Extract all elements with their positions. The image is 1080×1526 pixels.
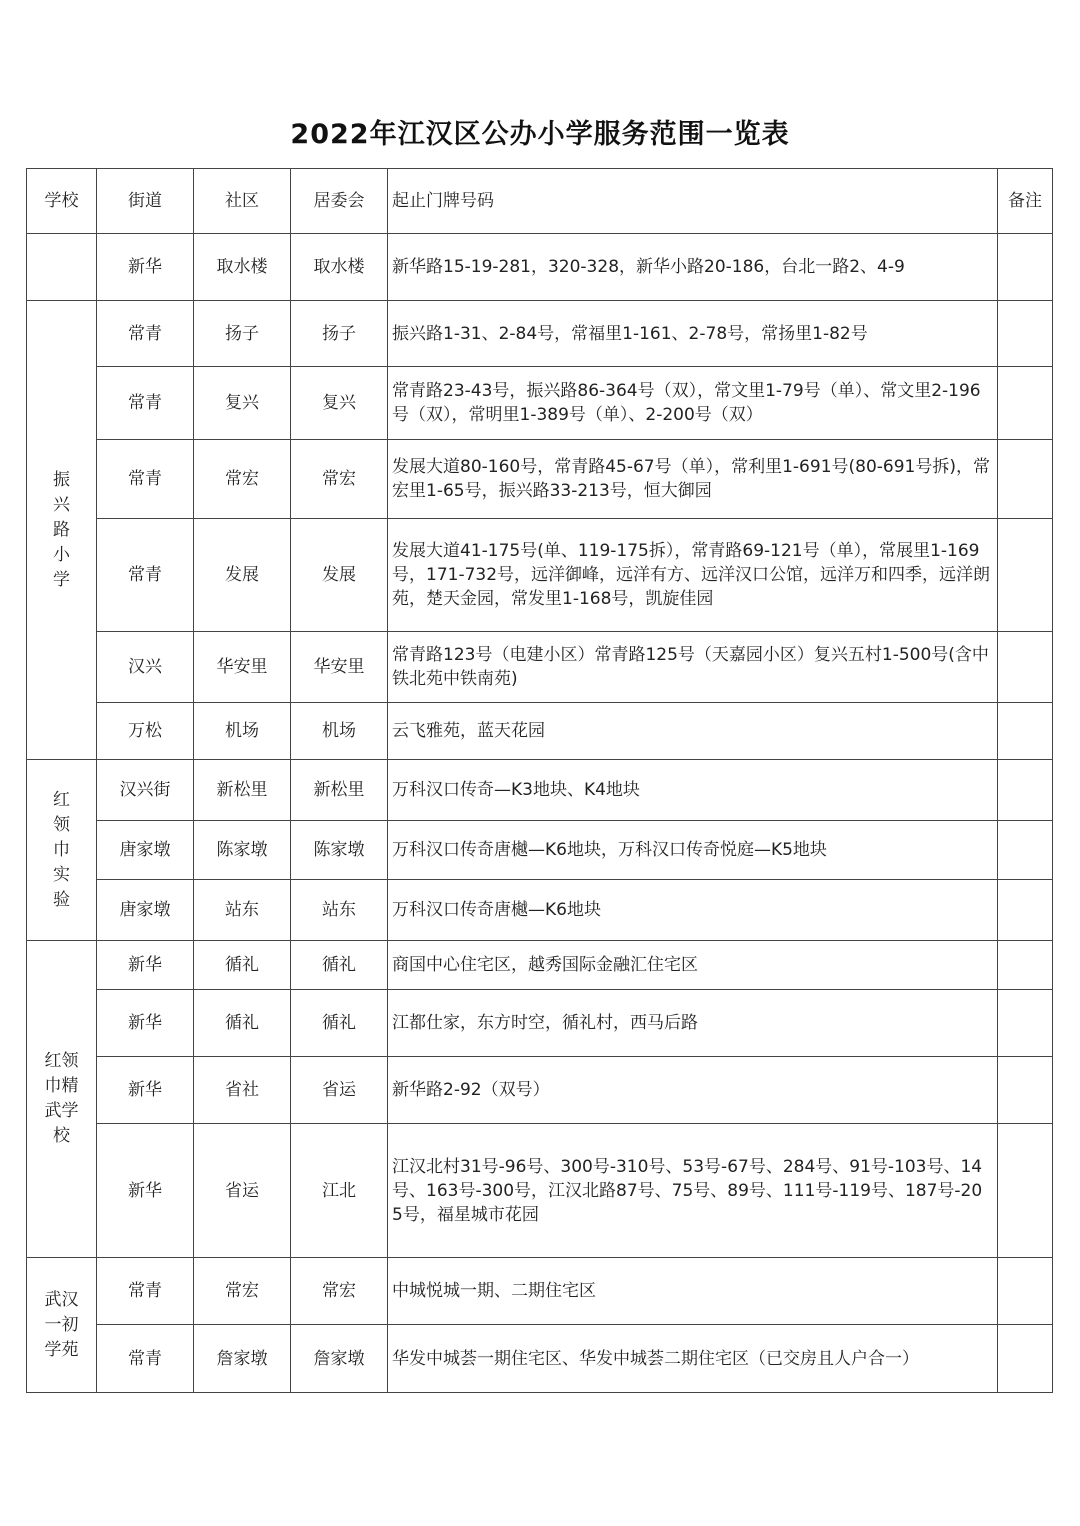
- note-cell: [998, 990, 1053, 1057]
- street-cell: 常青: [97, 301, 194, 367]
- note-cell: [998, 1258, 1053, 1325]
- address-cell: 发展大道80-160号，常青路45-67号（单），常利里1-691号(80-691号拆)，常宏里1-65号，振兴路33-213号，恒大御园: [388, 440, 998, 519]
- header-committee: 居委会: [291, 169, 388, 234]
- street-cell: 常青: [97, 1325, 194, 1393]
- committee-cell: 省运: [291, 1057, 388, 1124]
- community-cell: 常宏: [194, 440, 291, 519]
- note-cell: [998, 1057, 1053, 1124]
- note-cell: [998, 821, 1053, 880]
- address-cell: 商国中心住宅区，越秀国际金融汇住宅区: [388, 941, 998, 990]
- community-cell: 发展: [194, 519, 291, 632]
- table-row: [27, 990, 1053, 1057]
- header-school: 学校: [27, 169, 97, 234]
- table-row: [27, 301, 1053, 367]
- street-cell: 万松: [97, 703, 194, 760]
- table-row: [27, 1325, 1053, 1393]
- street-cell: 常青: [97, 519, 194, 632]
- community-cell: 复兴: [194, 367, 291, 440]
- note-cell: [998, 632, 1053, 703]
- school-cell: [27, 760, 97, 941]
- street-cell: 新华: [97, 941, 194, 990]
- street-cell: 常青: [97, 367, 194, 440]
- community-cell: 取水楼: [194, 234, 291, 301]
- street-cell: 唐家墩: [97, 821, 194, 880]
- committee-cell: 循礼: [291, 941, 388, 990]
- community-cell: 循礼: [194, 990, 291, 1057]
- note-cell: [998, 234, 1053, 301]
- table-row: [27, 234, 1053, 301]
- table-row: [27, 1124, 1053, 1258]
- note-cell: [998, 760, 1053, 821]
- community-cell: 詹家墩: [194, 1325, 291, 1393]
- community-cell: 站东: [194, 880, 291, 941]
- table-row: [27, 760, 1053, 821]
- note-cell: [998, 880, 1053, 941]
- committee-cell: 扬子: [291, 301, 388, 367]
- service-range-table: [26, 168, 1053, 1393]
- community-cell: 扬子: [194, 301, 291, 367]
- school-cell: [27, 301, 97, 760]
- community-cell: 省运: [194, 1124, 291, 1258]
- committee-cell: 常宏: [291, 440, 388, 519]
- address-cell: 常青路123号（电建小区）常青路125号（天嘉园小区）复兴五村1-500号(含中铁北苑中铁南苑): [388, 632, 998, 703]
- community-cell: 机场: [194, 703, 291, 760]
- street-cell: 新华: [97, 234, 194, 301]
- community-cell: 常宏: [194, 1258, 291, 1325]
- committee-cell: 新松里: [291, 760, 388, 821]
- table-row: [27, 880, 1053, 941]
- address-cell: 常青路23-43号，振兴路86-364号（双），常文里1-79号（单）、常文里2-196号（双），常明里1-389号（单）、2-200号（双）: [388, 367, 998, 440]
- address-cell: 振兴路1-31、2-84号，常福里1-161、2-78号，常扬里1-82号: [388, 301, 998, 367]
- school-cell: [27, 941, 97, 1258]
- table-row: [27, 1258, 1053, 1325]
- community-cell: 循礼: [194, 941, 291, 990]
- header-address: 起止门牌号码: [388, 169, 998, 234]
- committee-cell: 发展: [291, 519, 388, 632]
- address-cell: 万科汉口传奇唐樾—K6地块，万科汉口传奇悦庭—K5地块: [388, 821, 998, 880]
- note-cell: [998, 519, 1053, 632]
- committee-cell: 陈家墩: [291, 821, 388, 880]
- note-cell: [998, 367, 1053, 440]
- note-cell: [998, 1325, 1053, 1393]
- committee-cell: 常宏: [291, 1258, 388, 1325]
- table-row: [27, 703, 1053, 760]
- note-cell: [998, 440, 1053, 519]
- street-cell: 新华: [97, 990, 194, 1057]
- school-name: 武汉一初学苑: [44, 1289, 79, 1360]
- committee-cell: 机场: [291, 703, 388, 760]
- address-cell: 江都仕家，东方时空，循礼村，西马后路: [388, 990, 998, 1057]
- address-cell: 云飞雅苑，蓝天花园: [388, 703, 998, 760]
- note-cell: [998, 1124, 1053, 1258]
- street-cell: 常青: [97, 1258, 194, 1325]
- table-row: [27, 821, 1053, 880]
- committee-cell: 华安里: [291, 632, 388, 703]
- community-cell: 陈家墩: [194, 821, 291, 880]
- committee-cell: 江北: [291, 1124, 388, 1258]
- address-cell: 发展大道41-175号(单、119-175拆），常青路69-121号（单），常展里1-169号，171-732号，远洋御峰，远洋有方、远洋汉口公馆，远洋万和四季，远洋朗苑，楚天金园，常发里1-168号，凯旋佳园: [388, 519, 998, 632]
- address-cell: 新华路2-92（双号）: [388, 1057, 998, 1124]
- committee-cell: 站东: [291, 880, 388, 941]
- header-street: 街道: [97, 169, 194, 234]
- school-name: 红领巾实验: [53, 789, 70, 910]
- committee-cell: 詹家墩: [291, 1325, 388, 1393]
- table-row: [27, 941, 1053, 990]
- community-cell: 省社: [194, 1057, 291, 1124]
- table-row: [27, 367, 1053, 440]
- committee-cell: 循礼: [291, 990, 388, 1057]
- address-cell: 江汉北村31号-96号、300号-310号、53号-67号、284号、91号-103号、14号、163号-300号，江汉北路87号、75号、89号、111号-119号、187号-205号，福星城市花园: [388, 1124, 998, 1258]
- committee-cell: 取水楼: [291, 234, 388, 301]
- community-cell: 华安里: [194, 632, 291, 703]
- address-cell: 万科汉口传奇—K3地块、K4地块: [388, 760, 998, 821]
- note-cell: [998, 703, 1053, 760]
- school-cell: [27, 234, 97, 301]
- table-row: [27, 519, 1053, 632]
- header-community: 社区: [194, 169, 291, 234]
- address-cell: 中城悦城一期、二期住宅区: [388, 1258, 998, 1325]
- address-cell: 万科汉口传奇唐樾—K6地块: [388, 880, 998, 941]
- address-cell: 新华路15-19-281，320-328，新华小路20-186，台北一路2、4-9: [388, 234, 998, 301]
- header-note: 备注: [998, 169, 1053, 234]
- street-cell: 唐家墩: [97, 880, 194, 941]
- table-body: [27, 169, 1053, 1393]
- street-cell: 新华: [97, 1124, 194, 1258]
- header-row: [27, 169, 1053, 234]
- street-cell: 常青: [97, 440, 194, 519]
- address-cell: 华发中城荟一期住宅区、华发中城荟二期住宅区（已交房且人户合一）: [388, 1325, 998, 1393]
- table-row: [27, 632, 1053, 703]
- street-cell: 汉兴街: [97, 760, 194, 821]
- table-row: [27, 440, 1053, 519]
- school-cell: [27, 1258, 97, 1393]
- school-name: 振兴路小学: [53, 469, 70, 590]
- school-name: 红领巾精武学校: [44, 1051, 79, 1146]
- note-cell: [998, 301, 1053, 367]
- note-cell: [998, 941, 1053, 990]
- community-cell: 新松里: [194, 760, 291, 821]
- table-row: [27, 1057, 1053, 1124]
- street-cell: 新华: [97, 1057, 194, 1124]
- page-title: 2022年江汉区公办小学服务范围一览表: [290, 119, 790, 150]
- street-cell: 汉兴: [97, 632, 194, 703]
- committee-cell: 复兴: [291, 367, 388, 440]
